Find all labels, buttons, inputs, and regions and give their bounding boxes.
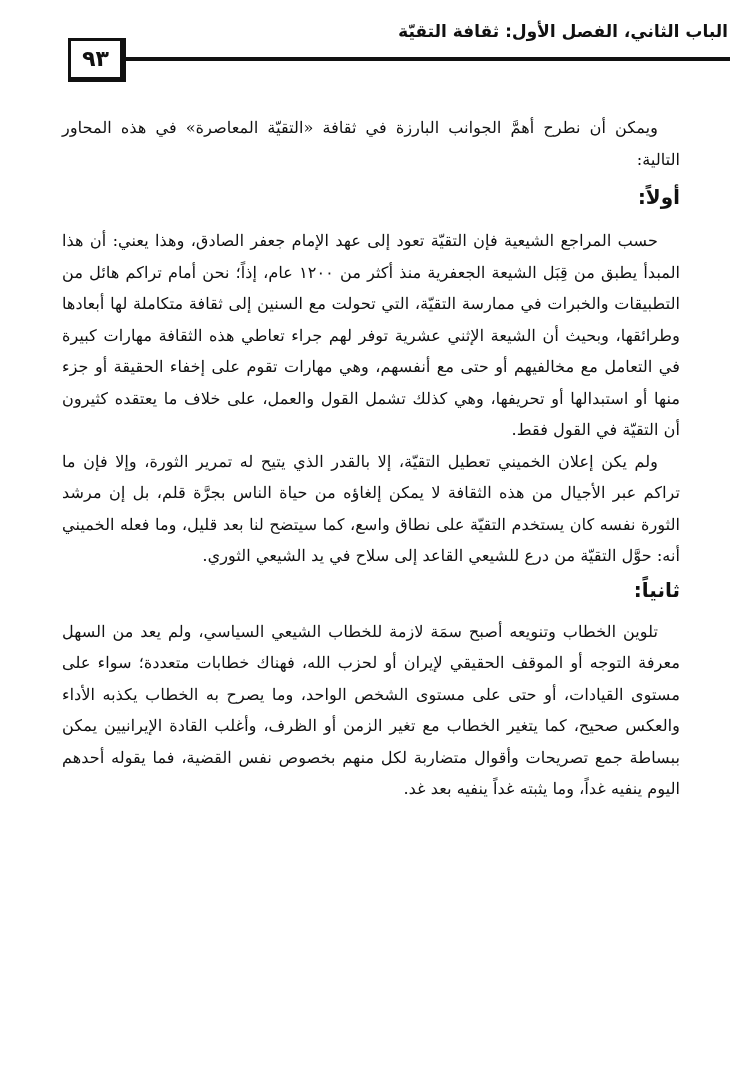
page-number: ٩٣ — [68, 38, 126, 82]
running-header: الباب الثاني، الفصل الأول: ثقافة التقيّة — [398, 22, 728, 42]
section-heading-second: ثانياً: — [633, 577, 680, 602]
paragraph: حسب المراجع الشيعية فإن التقيّة تعود إلى عهد الإمام جعفر الصادق، وهذا يعني: أن هذا المبدأ يطبق من قِبَل الشيعة الجعفرية منذ أكثر من ١٢٠٠ عام، إذاً؛ نحن أمام تراكم هائل من التطبيقات والخبرات في ممارسة التقيّة، التي تحولت مع السنين إلى ثقافة متكاملة لها أبعادها وطرائقها، وبحيث أن الشيعة الإثني عشرية توفر لهم جراء تعاطي هذه الثقافة مهارات كبيرة في التعامل مع مخالفيهم أو حتى مع أنفسهم، وهي مهارات تقوم على إخفاء الحقيقة أو جزء منها أو استبدالها أو تحريفها، وهي كذلك تشمل القول والعمل، على خلاف ما يعتقده كثيرون أن التقيّة في القول فقط. — [62, 231, 680, 439]
paragraph: تلوين الخطاب وتنويعه أصبح سمَة لازمة للخطاب الشيعي السياسي، ولم يعد من السهل معرفة التوجه أو الموقف الحقيقي لإيران أو لحزب الله، فهناك خطابات متعددة؛ سواء على مستوى القيادات، أو حتى على مستوى الشخص الواحد، وما يصرح به الخطاب يكذبه الأداء والعكس صحيح، كما يتغير الخطاب مع تغير الزمن أو الظرف، وأغلب القادة الإيرانيين يمكن ببساطة جمع تصريحات وأقوال متضاربة لكل منهم بخصوص نفس القضية، فما يقوله أحدهم اليوم ينفيه غداً، وما يثبته غداً ينفيه بعد غد. — [62, 621, 680, 798]
intro-paragraph: ويمكن أن نطرح أهمَّ الجوانب البارزة في ثقافة «التقيّة المعاصرة» في هذه المحاور التالية: — [62, 118, 680, 169]
section-heading-first: أولاً: — [637, 185, 680, 209]
header-rule — [124, 57, 730, 61]
page-body — [62, 112, 680, 805]
paragraph: ولم يكن إعلان الخميني تعطيل التقيّة، إلا بالقدر الذي يتيح له تمرير الثورة، وإلا فإن ما تراكم عبر الأجيال من هذه الثقافة لا يمكن إلغاؤه من حياة الناس بجرَّة قلم، بل إن مرشد الثورة نفسه كان يستخدم التقيّة على نطاق واسع، كما سيتضح لنا بعد قليل، وما فعله الخميني أنه: حوَّل التقيّة من درع للشيعي القاعد إلى سلاح في يد الشيعي الثوري. — [62, 451, 680, 565]
